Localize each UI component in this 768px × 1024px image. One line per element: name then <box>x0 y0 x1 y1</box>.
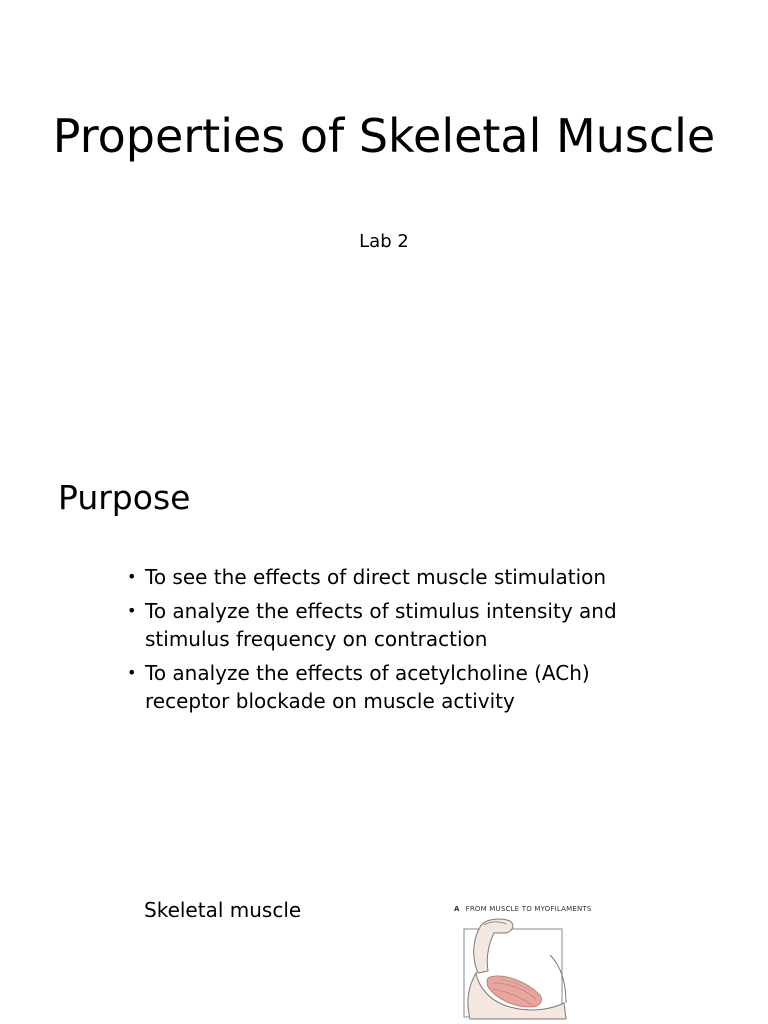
purpose-bullet-list <box>127 563 647 721</box>
bullet-text: To analyze the effects of stimulus intensity and stimulus frequency on contraction <box>145 599 617 651</box>
muscle-figure <box>454 905 594 1024</box>
title-slide <box>0 0 768 430</box>
skeletal-muscle-slide <box>0 830 768 1024</box>
purpose-slide <box>0 430 768 830</box>
purpose-heading: Purpose <box>58 478 191 517</box>
slide-subtitle: Lab 2 <box>359 231 409 252</box>
skeletal-muscle-label: Skeletal muscle <box>144 898 302 922</box>
slide-title: Properties of Skeletal Muscle <box>52 109 716 163</box>
bullet-text: To analyze the effects of acetylcholine (ACh) receptor blockade on muscle activity <box>145 661 590 713</box>
bullet-dot-icon: • <box>127 601 137 620</box>
bullet-item <box>127 597 647 653</box>
bullet-item <box>127 659 647 715</box>
bullet-dot-icon: • <box>127 663 137 682</box>
figure-caption <box>454 905 592 914</box>
figure-caption-text: FROM MUSCLE TO MYOFILAMENTS <box>465 905 592 913</box>
bullet-text: To see the effects of direct muscle stimulation <box>145 565 607 589</box>
bullet-item <box>127 563 647 591</box>
figure-letter: A <box>454 905 460 913</box>
bullet-dot-icon: • <box>127 567 137 586</box>
arm-muscle-illustration-icon <box>460 915 580 1020</box>
